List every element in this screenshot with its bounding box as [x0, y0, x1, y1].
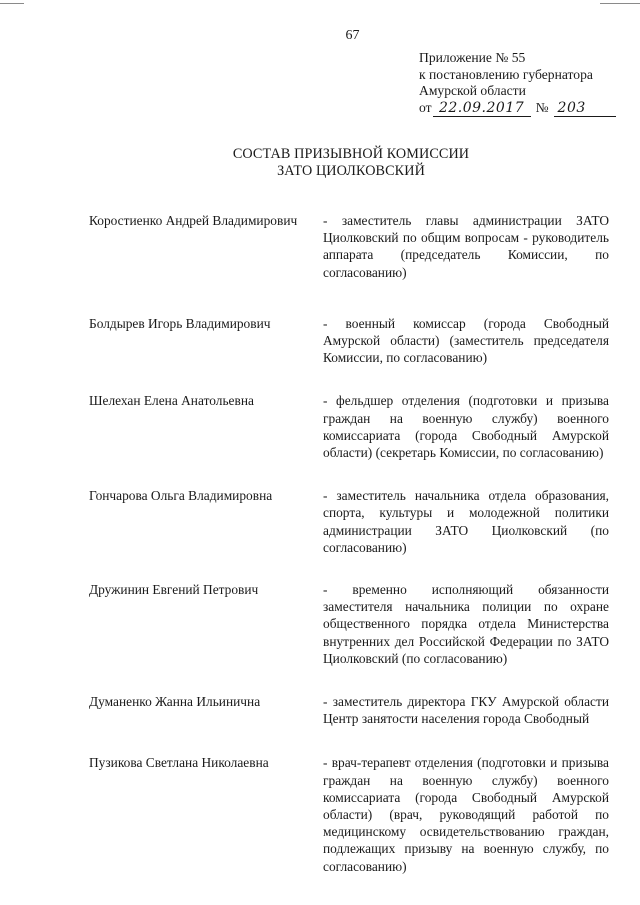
- member-role: - врач-терапевт отделения (подготовки и призыва граждан на военную службу) военного комиссариата (города Свободный Амурской области) (врач, руководящий работой по медицинскому освидетельствованию граждан, подлежащих призыву на военную службу, по согласованию): [323, 755, 609, 874]
- member-role: - заместитель директора ГКУ Амурской области Центр занятости населения города Свободный: [323, 694, 609, 727]
- document-title: [195, 146, 507, 180]
- member-role: - заместитель начальника отдела образования, спорта, культуры и молодежной политики администрации ЗАТО Циолковский (по согласованию): [323, 488, 609, 555]
- member-entry: [89, 754, 610, 874]
- member-role: - военный комиссар (города Свободный Амурской области) (заместитель председателя Комиссии, по согласованию): [323, 315, 609, 366]
- member-name: Коростиенко Андрей Владимирович: [89, 213, 298, 228]
- number-label: №: [535, 99, 549, 115]
- member-name: Шелехан Елена Анатольевна: [89, 393, 254, 409]
- member-entry: [89, 581, 610, 667]
- member-role: - заместитель главы администрации ЗАТО Циолковский по общим вопросам - руководитель аппарата (председатель Комиссии, по согласованию): [323, 213, 609, 280]
- member-role: - фельдшер отделения (подготовки и призыва граждан на военную службу) военного комиссариата (города Свободный Амурской области) (секретарь Комиссии, по согласованию): [323, 393, 609, 461]
- member-name: Думаненко Жанна Ильинична: [89, 694, 261, 710]
- appendix-line-3: Амурской области: [419, 83, 526, 98]
- appendix-line-1: Приложение № 55: [419, 50, 526, 65]
- member-entry: [89, 487, 610, 556]
- scan-edge-line-left: [0, 3, 24, 4]
- title-line-1: СОСТАВ ПРИЗЫВНОЙ КОМИССИИ: [232, 146, 470, 162]
- member-entry: [89, 315, 610, 367]
- member-role: - временно исполняющий обязанности заместителя начальника полиции по охране общественного порядка отдела Министерства внутренних дел Российской Федерации по ЗАТО Циолковский (по согласованию): [323, 582, 609, 666]
- member-entry: [89, 212, 610, 281]
- member-name: Пузикова Светлана Николаевна: [89, 755, 269, 771]
- appendix-line-2: к постановлению губернатора: [419, 66, 593, 82]
- page-number: 67: [345, 28, 360, 43]
- handwritten-date: 22.09.2017: [433, 101, 531, 117]
- member-entry: [89, 392, 610, 461]
- member-name: Гончарова Ольга Владимировна: [89, 488, 273, 504]
- member-entry: [89, 693, 610, 727]
- commission-members-list: [89, 212, 610, 875]
- appendix-date-line: [419, 100, 634, 117]
- member-name: Болдырев Игорь Владимирович: [89, 315, 271, 331]
- appendix-block: [419, 50, 634, 117]
- handwritten-number: 203: [554, 101, 616, 117]
- member-name: Дружинин Евгений Петрович: [89, 582, 259, 598]
- scan-edge-line-right: [600, 3, 640, 4]
- date-prefix: от: [419, 99, 432, 115]
- title-line-2: ЗАТО ЦИОЛКОВСКИЙ: [277, 163, 425, 179]
